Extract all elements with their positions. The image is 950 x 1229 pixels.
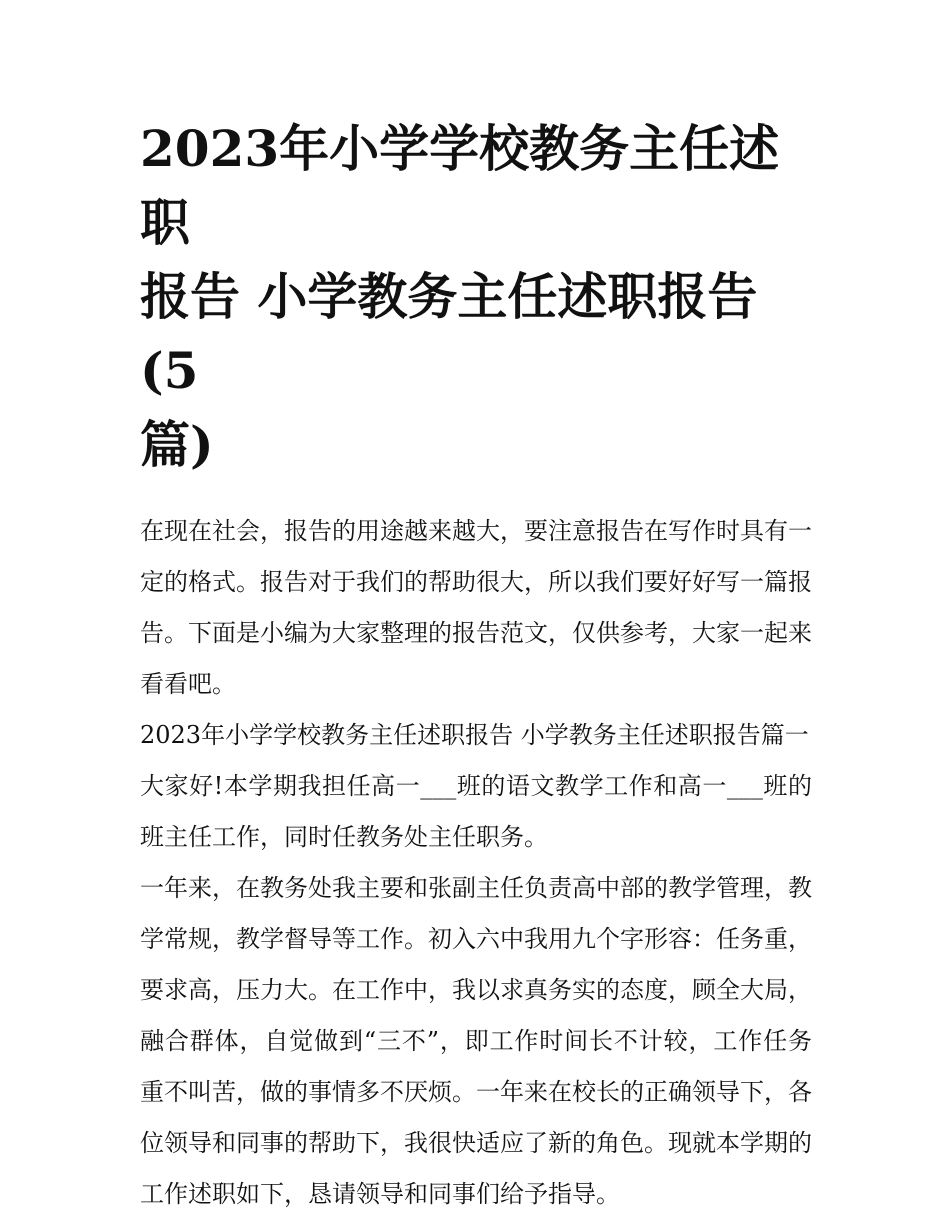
- document-title: [140, 112, 812, 482]
- document-page: [140, 112, 812, 1220]
- document-body: [140, 506, 812, 1220]
- intro-paragraph: 在现在社会，报告的用途越来越大，要注意报告在写作时具有一定的格式。报告对于我们的帮助很大，所以我们要好好写一篇报告。下面是小编为大家整理的报告范文，仅供参考，大家一起来看看吧。: [140, 517, 812, 698]
- title-line-2: 报告 小学教务主任述职报告(5: [140, 267, 758, 400]
- title-line-3: 篇): [140, 415, 214, 474]
- section-heading: 2023年小学学校教务主任述职报告 小学教务主任述职报告篇一: [140, 721, 809, 749]
- title-line-1: 2023年小学学校教务主任述职: [140, 119, 780, 252]
- body-paragraph: 一年来，在教务处我主要和张副主任负责高中部的教学管理，教学常规，教学督导等工作。初入六中我用九个字形容：任务重，要求高，压力大。在工作中，我以求真务实的态度，顾全大局，融合群体，自觉做到“三不”，即工作时间长不计较，工作任务重不叫苦，做的事情多不厌烦。一年来在校长的正确领导下，各位领导和同事的帮助下，我很快适应了新的角色。现就本学期的工作述职如下，恳请领导和同事们给予指导。: [140, 874, 812, 1208]
- body-paragraph: 大家好!本学期我担任高一___班的语文教学工作和高一___班的班主任工作，同时任教务处主任职务。: [140, 772, 812, 851]
